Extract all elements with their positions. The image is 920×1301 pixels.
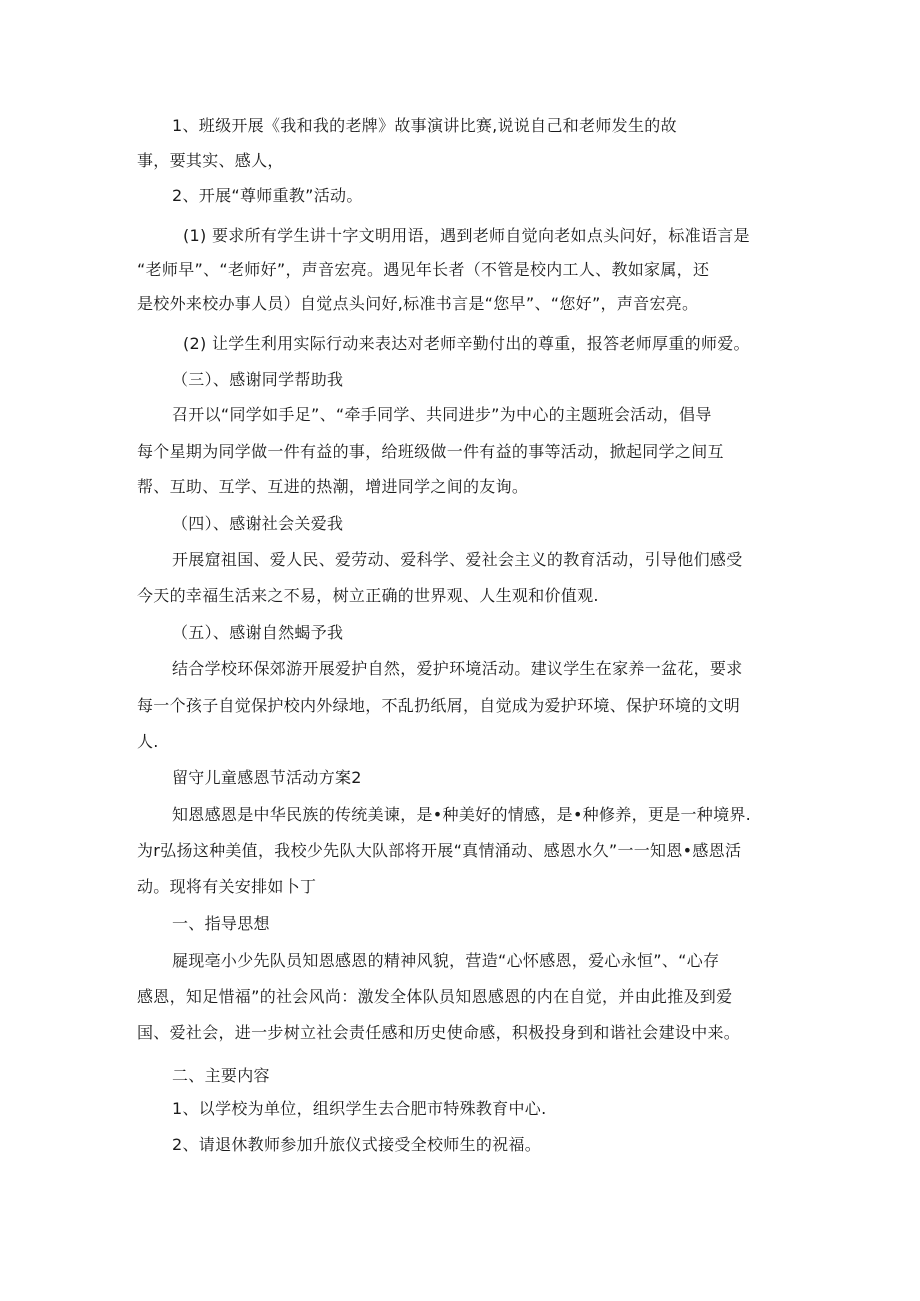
paragraph-line: 2、请退休教师参加升旅仪式接受全校师生的祝福。: [172, 1135, 542, 1154]
paragraph-line: 每一个孩子自觉保护校内外绿地，不乱扔纸屑，自觉成为爱护环境、保护环境的文明: [137, 696, 741, 715]
paragraph-line: 人.: [137, 732, 159, 751]
paragraph-line: 今天的幸福生活来之不易，树立正确的世界观、人生观和价值观.: [137, 586, 599, 605]
paragraph-line: 每个星期为同学做一件有益的事，给班级做一件有益的事等活动，掀起同学之间互: [137, 442, 724, 461]
paragraph-line: 知恩感恩是中华民族的传统美谏，是•种美好的情感，是•种修养，更是一种境界.: [172, 805, 752, 824]
paragraph-line: 是校外来校办事人员）自觉点头问好,标准书言是“您早”、“您好”，声音宏亮。: [137, 294, 699, 313]
paragraph-line: 1、以学校为单位，组织学生去合肥市特殊教育中心.: [172, 1099, 547, 1118]
paragraph-line: “老师早”、“老师好”，声音宏亮。遇见年长者（不管是校内工人、教如家属，还: [137, 260, 710, 279]
paragraph-line: 为r弘扬这种美值，我校少先队大队部将开展“真情涌动、感恩水久”一一知恩•感恩活: [137, 841, 742, 860]
paragraph-line: 开展窟祖国、爱人民、爱劳动、爱科学、爱社会主义的教育活动，引导他们感受: [172, 550, 743, 569]
section-heading: （五）、感谢自然蝎予我: [172, 623, 344, 642]
paragraph-line: 动。现将有关安排如卜丁: [137, 877, 317, 896]
paragraph-line: 国、爱社会，进一步树立社会责任感和历史使命感，积极投身到和谐社会建设中来。: [137, 1023, 741, 1042]
paragraph-line: 召开以“同学如手足”、“牵手同学、共同进步”为中心的主题班会活动，倡导: [172, 405, 712, 424]
paragraph-line: 屣现亳小少先队员知恩感恩的精神风貌，营造“心怀感恩，爱心永恒”、“心存: [172, 951, 720, 970]
section-heading: （四）、感谢社会关爱我: [172, 514, 344, 533]
paragraph-line: 1、班级开展《我和我的老牌》故事演讲比赛,说说自己和老师发生的故: [172, 116, 677, 135]
paragraph-line: (1) 要求所有学生讲十字文明用语，遇到老师自觉向老如点头问好，标准语言是: [183, 226, 750, 245]
paragraph-line: 感恩，知足惜福”的社会风尚：激发全体队员知恩感恩的内在自觉，并由此推及到爱: [137, 987, 733, 1006]
section-heading: （三）、感谢同学帮助我: [172, 370, 344, 389]
paragraph-line: 2、开展“尊师重教”活动。: [172, 186, 363, 205]
paragraph-line: (2) 让学生利用实际行动来表达对老师辛勤付出的尊重，报答老师厚重的师爱。: [183, 334, 750, 353]
paragraph-line: 结合学校环保郊游开展爱护自然，爱护环境活动。建议学生在家养一盆花，要求: [172, 659, 743, 678]
paragraph-line: 事，要其实、感人，: [137, 151, 284, 170]
document-subtitle: 留守儿童感恩节活动方案2: [172, 768, 362, 787]
section-heading: 二、主要内容: [172, 1066, 270, 1085]
section-heading: 一、指导思想: [172, 914, 270, 933]
paragraph-line: 帮、互助、互学、互进的热潮，增进同学之间的友询。: [137, 477, 529, 496]
